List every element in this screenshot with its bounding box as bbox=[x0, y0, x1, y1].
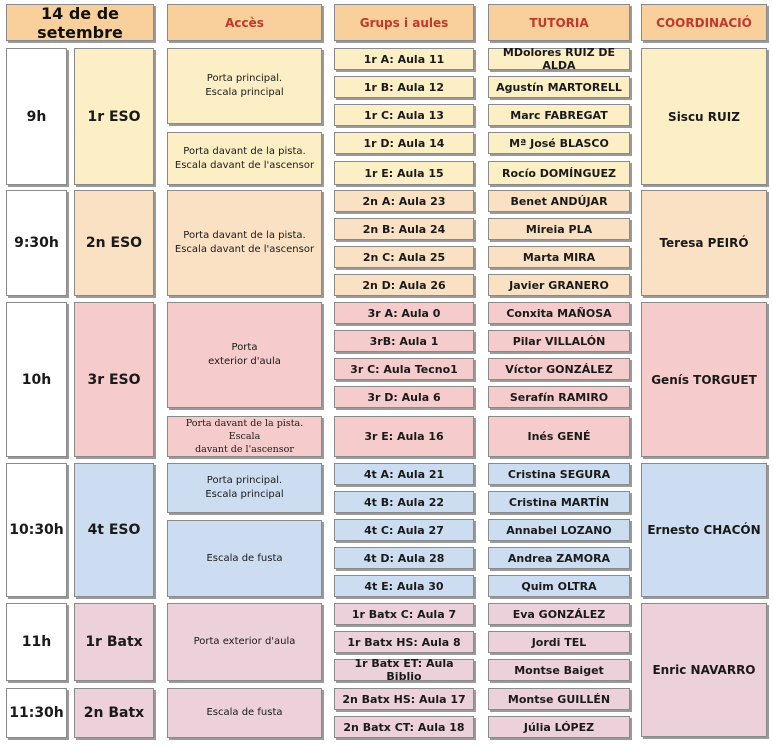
tutor-cell: Conxita MAÑOSA bbox=[488, 302, 630, 324]
access-cell bbox=[167, 603, 322, 681]
access-line: Escala davant de l'ascensor bbox=[174, 159, 315, 171]
group-cell: 1r Batx HS: Aula 8 bbox=[334, 631, 474, 653]
access-line: Porta principal. bbox=[206, 73, 283, 84]
group-cell: 1r Batx ET: Aula Biblio bbox=[334, 659, 474, 681]
group-cell: 3r D: Aula 6 bbox=[334, 386, 474, 408]
time-slot: 11h bbox=[6, 603, 67, 681]
level-label: 2n ESO bbox=[74, 190, 154, 296]
coordination-header: COORDINACIÓ bbox=[641, 4, 767, 41]
access-cell bbox=[167, 48, 322, 124]
group-cell: 1r Batx C: Aula 7 bbox=[334, 603, 474, 625]
tutor-cell: Júlia LÓPEZ bbox=[488, 716, 630, 738]
tutor-cell: Mireia PLA bbox=[488, 218, 630, 240]
tutor-cell: Marta MIRA bbox=[488, 246, 630, 268]
level-label: 1r Batx bbox=[74, 603, 154, 681]
group-cell: 1r E: Aula 15 bbox=[334, 161, 474, 185]
level-label: 3r ESO bbox=[74, 302, 154, 457]
access-cell bbox=[167, 190, 322, 296]
level-label: 1r ESO bbox=[74, 48, 154, 185]
group-cell: 3r E: Aula 16 bbox=[334, 416, 474, 457]
group-cell: 4t A: Aula 21 bbox=[334, 463, 474, 485]
group-cell: 4t D: Aula 28 bbox=[334, 547, 474, 569]
access-line: Escala davant de l'ascensor bbox=[174, 244, 315, 255]
group-cell: 1r B: Aula 12 bbox=[334, 76, 474, 98]
access-line: exterior d'aula bbox=[208, 356, 281, 367]
tutor-cell: Annabel LOZANO bbox=[488, 519, 630, 541]
group-cell: 2n Batx HS: Aula 17 bbox=[334, 688, 474, 710]
date-header: 14 de de setembre bbox=[6, 4, 154, 41]
group-cell: 4t C: Aula 27 bbox=[334, 519, 474, 541]
tutor-cell: Marc FABREGAT bbox=[488, 104, 630, 126]
time-slot: 10:30h bbox=[6, 463, 67, 597]
time-slot: 9:30h bbox=[6, 190, 67, 296]
group-cell: 2n C: Aula 25 bbox=[334, 246, 474, 268]
level-label: 2n Batx bbox=[74, 688, 154, 738]
tutor-cell: Jordi TEL bbox=[488, 631, 630, 653]
coordinator-cell: Siscu RUIZ bbox=[641, 48, 767, 185]
access-cell bbox=[167, 520, 322, 597]
group-cell: 3r A: Aula 0 bbox=[334, 302, 474, 324]
tutor-cell: Benet ANDÚJAR bbox=[488, 190, 630, 212]
access-line: Escala de fusta bbox=[206, 552, 283, 564]
group-cell: 4t E: Aula 30 bbox=[334, 575, 474, 597]
access-line: Porta davant de la pista. bbox=[183, 230, 306, 241]
group-cell: 3rB: Aula 1 bbox=[334, 330, 474, 352]
group-cell: 2n A: Aula 23 bbox=[334, 190, 474, 212]
access-line: Porta exterior d'aula bbox=[193, 636, 296, 647]
access-line: Porta principal. bbox=[206, 475, 283, 486]
tutor-header: TUTORIA bbox=[488, 4, 630, 41]
coordinator-cell: Ernesto CHACÓN bbox=[641, 463, 767, 597]
group-cell: 1r D: Aula 14 bbox=[334, 132, 474, 154]
group-cell: 1r C: Aula 13 bbox=[334, 104, 474, 126]
tutor-cell: Víctor GONZÁLEZ bbox=[488, 358, 630, 380]
tutor-cell: Rocío DOMÍNGUEZ bbox=[488, 161, 630, 185]
group-cell: 2n B: Aula 24 bbox=[334, 218, 474, 240]
access-line: Porta davant de la pista. Escala bbox=[185, 418, 304, 442]
coordinator-cell: Enric NAVARRO bbox=[641, 603, 767, 737]
access-line: Porta bbox=[231, 342, 258, 353]
time-slot: 11:30h bbox=[6, 688, 67, 738]
access-line: davant de l'ascensor bbox=[195, 444, 294, 455]
access-line: Escala principal bbox=[205, 87, 284, 98]
tutor-cell: MDolores RUIZ DE ALDA bbox=[488, 48, 630, 70]
tutor-cell: Montse Baiget bbox=[488, 659, 630, 681]
tutor-cell: Eva GONZÁLEZ bbox=[488, 603, 630, 625]
access-cell bbox=[167, 463, 322, 513]
tutor-cell: Mª José BLASCO bbox=[488, 132, 630, 154]
access-header: Accès bbox=[167, 4, 322, 41]
tutor-cell: Agustín MARTORELL bbox=[488, 76, 630, 98]
access-line: Escala de fusta bbox=[206, 707, 283, 718]
level-label: 4t ESO bbox=[74, 463, 154, 597]
groups-header: Grups i aules bbox=[334, 4, 474, 41]
tutor-cell: Andrea ZAMORA bbox=[488, 547, 630, 569]
group-cell: 1r A: Aula 11 bbox=[334, 48, 474, 70]
group-cell: 2n Batx CT: Aula 18 bbox=[334, 716, 474, 738]
tutor-cell: Inés GENÉ bbox=[488, 416, 630, 457]
coordinator-cell: Genís TORGUET bbox=[641, 302, 767, 457]
tutor-cell: Javier GRANERO bbox=[488, 274, 630, 296]
access-cell bbox=[167, 416, 322, 457]
coordinator-cell: Teresa PEIRÓ bbox=[641, 190, 767, 296]
tutor-cell: Pilar VILLALÓN bbox=[488, 330, 630, 352]
group-cell: 2n D: Aula 26 bbox=[334, 274, 474, 296]
access-line: Escala principal bbox=[205, 489, 284, 500]
access-cell bbox=[167, 132, 322, 185]
access-cell bbox=[167, 688, 322, 738]
time-slot: 9h bbox=[6, 48, 67, 185]
access-cell bbox=[167, 302, 322, 408]
tutor-cell: Serafín RAMIRO bbox=[488, 386, 630, 408]
group-cell: 4t B: Aula 22 bbox=[334, 491, 474, 513]
tutor-cell: Quim OLTRA bbox=[488, 575, 630, 597]
time-slot: 10h bbox=[6, 302, 67, 457]
group-cell: 3r C: Aula Tecno1 bbox=[334, 358, 474, 380]
tutor-cell: Cristina MARTÍN bbox=[488, 491, 630, 513]
tutor-cell: Cristina SEGURA bbox=[488, 463, 630, 485]
tutor-cell: Montse GUILLÉN bbox=[488, 688, 630, 710]
access-line: Porta davant de la pista. bbox=[183, 145, 306, 157]
